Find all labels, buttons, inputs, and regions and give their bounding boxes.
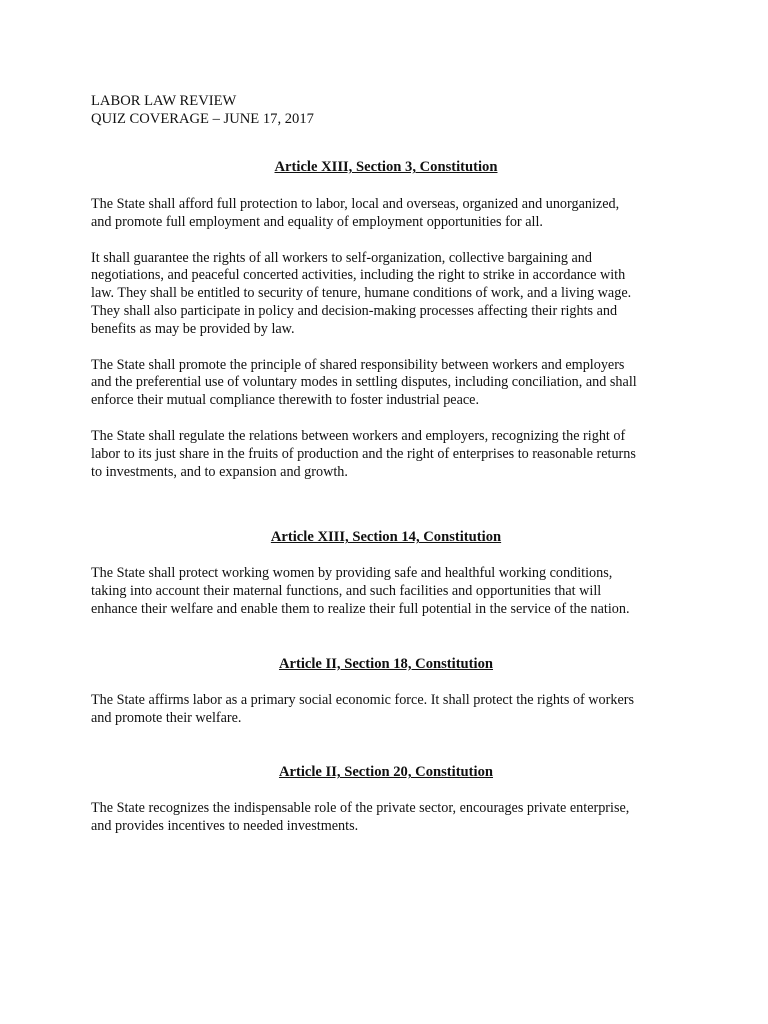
paragraph-line: It shall guarantee the rights of all workers to self-organization, collective bargaining and — [91, 249, 592, 266]
paragraph-line: enhance their welfare and enable them to realize their full potential in the service of the nation. — [91, 600, 630, 617]
paragraph-line: The State affirms labor as a primary social economic force. It shall protect the rights of workers — [91, 691, 635, 708]
paragraph — [91, 250, 681, 339]
section-heading: Article XIII, Section 3, Constitution — [274, 159, 498, 175]
paragraph-line: The State shall protect working women by providing safe and healthful working conditions, — [91, 565, 613, 582]
paragraph-line: law. They shall be entitled to security of tenure, humane conditions of work, and a living wage. — [91, 285, 632, 302]
paragraph-line: taking into account their maternal functions, and such facilities and opportunities that will — [91, 583, 602, 600]
document-page — [91, 92, 681, 836]
paragraph — [91, 800, 681, 836]
paragraph-line: to investments, and to expansion and growth. — [91, 463, 348, 480]
paragraph-line: and promote their welfare. — [91, 709, 242, 726]
quiz-coverage-date: QUIZ COVERAGE – JUNE 17, 2017 — [91, 111, 314, 127]
section-heading: Article II, Section 20, Constitution — [278, 764, 494, 781]
paragraph-line: The State shall afford full protection to labor, local and overseas, organized and unorganized, — [91, 196, 620, 212]
paragraph-line: and provides incentives to needed investments. — [91, 818, 359, 835]
paragraph — [91, 428, 681, 481]
section-heading: Article XIII, Section 14, Constitution — [270, 529, 502, 546]
section-heading: Article II, Section 18, Constitution — [278, 655, 494, 672]
paragraph-line: negotiations, and peaceful concerted activities, including the right to strike in accordance with — [91, 267, 626, 284]
document-title: LABOR LAW REVIEW — [91, 93, 237, 109]
paragraph-line: The State shall regulate the relations between workers and employers, recognizing the right of — [91, 427, 626, 444]
paragraph — [91, 565, 681, 618]
paragraph-line: The State recognizes the indispensable role of the private sector, encourages private enterprise, — [91, 800, 630, 817]
paragraph-line: The State shall promote the principle of shared responsibility between workers and employers — [91, 356, 625, 373]
paragraph — [91, 692, 681, 728]
paragraph — [91, 196, 681, 232]
paragraph-line: benefits as may be provided by law. — [91, 320, 295, 337]
paragraph-line: labor to its just share in the fruits of production and the right of enterprises to reasonable returns — [91, 445, 636, 462]
paragraph-line: and the preferential use of voluntary modes in settling disputes, including conciliation, and shall — [91, 374, 637, 391]
paragraph-line: and promote full employment and equality of employment opportunities for all. — [91, 213, 543, 230]
paragraph-line: They shall also participate in policy and decision-making processes affecting their rights and — [91, 302, 618, 319]
paragraph — [91, 357, 681, 410]
paragraph-line: enforce their mutual compliance therewith to foster industrial peace. — [91, 392, 480, 409]
